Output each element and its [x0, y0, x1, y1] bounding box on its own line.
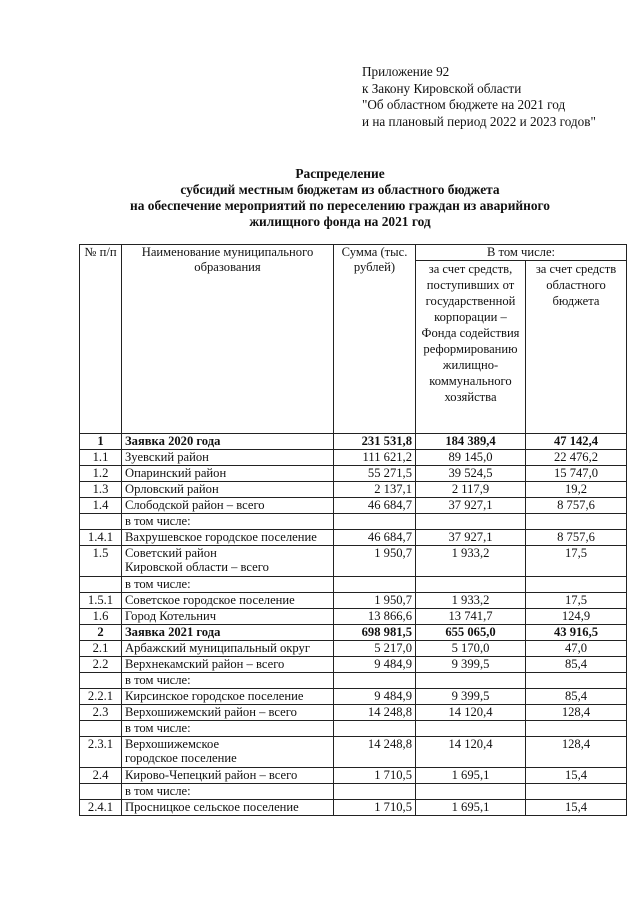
row-name-cell: в том числе: — [122, 672, 334, 688]
row-name-cell: Город Котельнич — [122, 608, 334, 624]
appendix-line: и на плановый период 2022 и 2023 годов" — [362, 113, 596, 129]
row-name-cell: Кирово-Чепецкий район – всего — [122, 767, 334, 783]
table-row — [80, 449, 627, 465]
title-line: субсидий местным бюджетам из областного бюджета — [180, 182, 500, 197]
row-fund-cell — [416, 672, 526, 688]
row-regional-cell: 17,5 — [526, 545, 627, 576]
row-num-cell — [80, 783, 122, 799]
header-sum: Сумма (тыс. рублей) — [334, 245, 416, 434]
row-name-cell: в том числе: — [122, 576, 334, 592]
row-sum-cell: 1 950,7 — [334, 592, 416, 608]
table-row — [80, 799, 627, 815]
table-row — [80, 688, 627, 704]
row-regional-cell: 15,4 — [526, 767, 627, 783]
table-row — [80, 608, 627, 624]
row-sum-cell — [334, 576, 416, 592]
row-name-cell: Вахрушевское городское поселение — [122, 529, 334, 545]
table-body — [80, 433, 627, 815]
row-num-cell: 1.5.1 — [80, 592, 122, 608]
row-name-cell: Советское городское поселение — [122, 592, 334, 608]
row-num-cell: 1.4 — [80, 497, 122, 513]
row-regional-cell: 8 757,6 — [526, 529, 627, 545]
title-line: Распределение — [295, 166, 385, 181]
row-sum-cell: 5 217,0 — [334, 640, 416, 656]
subsidy-table — [79, 244, 627, 816]
row-fund-cell: 1 933,2 — [416, 545, 526, 576]
row-name-cell: Кирсинское городское поселение — [122, 688, 334, 704]
row-num-cell: 1 — [80, 433, 122, 449]
row-num-cell: 2.2.1 — [80, 688, 122, 704]
row-regional-cell: 85,4 — [526, 656, 627, 672]
row-fund-cell: 1 933,2 — [416, 592, 526, 608]
row-sum-cell: 14 248,8 — [334, 704, 416, 720]
row-fund-cell: 37 927,1 — [416, 497, 526, 513]
table-row — [80, 545, 627, 576]
row-fund-cell: 9 399,5 — [416, 688, 526, 704]
row-fund-cell — [416, 576, 526, 592]
row-sum-cell — [334, 513, 416, 529]
row-fund-cell: 1 695,1 — [416, 767, 526, 783]
table-row — [80, 672, 627, 688]
document-title — [40, 166, 640, 230]
table-row — [80, 481, 627, 497]
row-name-cell: в том числе: — [122, 720, 334, 736]
row-regional-cell: 85,4 — [526, 688, 627, 704]
table-row — [80, 783, 627, 799]
row-num-cell: 2 — [80, 624, 122, 640]
row-sum-cell: 1 950,7 — [334, 545, 416, 576]
row-regional-cell — [526, 783, 627, 799]
row-num-cell: 1.1 — [80, 449, 122, 465]
header-fund: за счет средств, поступивших от государственной корпорации – Фонда содействия реформированию жилищно-коммунального хозяйства — [416, 260, 526, 433]
row-sum-cell — [334, 672, 416, 688]
row-fund-cell: 655 065,0 — [416, 624, 526, 640]
row-regional-cell — [526, 576, 627, 592]
title-line: жилищного фонда на 2021 год — [249, 214, 431, 229]
row-num-cell: 1.5 — [80, 545, 122, 576]
row-fund-cell: 184 389,4 — [416, 433, 526, 449]
table-row — [80, 497, 627, 513]
row-fund-cell — [416, 783, 526, 799]
row-fund-cell — [416, 513, 526, 529]
row-fund-cell: 89 145,0 — [416, 449, 526, 465]
row-fund-cell: 1 695,1 — [416, 799, 526, 815]
header-name: Наименование муниципального образования — [122, 245, 334, 434]
table-row — [80, 576, 627, 592]
row-regional-cell — [526, 720, 627, 736]
header-num: № п/п — [80, 245, 122, 434]
row-regional-cell: 124,9 — [526, 608, 627, 624]
row-num-cell — [80, 576, 122, 592]
row-regional-cell: 15,4 — [526, 799, 627, 815]
row-fund-cell: 9 399,5 — [416, 656, 526, 672]
row-sum-cell — [334, 783, 416, 799]
row-num-cell: 1.3 — [80, 481, 122, 497]
row-sum-cell: 698 981,5 — [334, 624, 416, 640]
row-name-cell: в том числе: — [122, 513, 334, 529]
row-sum-cell: 1 710,5 — [334, 767, 416, 783]
table-row — [80, 704, 627, 720]
row-num-cell: 2.4 — [80, 767, 122, 783]
row-num-cell: 1.6 — [80, 608, 122, 624]
appendix-line: "Об областном бюджете на 2021 год — [362, 97, 566, 112]
row-name-cell: в том числе: — [122, 783, 334, 799]
row-name-cell: Слободской район – всего — [122, 497, 334, 513]
table-row — [80, 624, 627, 640]
row-sum-cell: 46 684,7 — [334, 529, 416, 545]
row-sum-cell — [334, 720, 416, 736]
row-sum-cell: 1 710,5 — [334, 799, 416, 815]
row-fund-cell: 5 170,0 — [416, 640, 526, 656]
row-sum-cell: 46 684,7 — [334, 497, 416, 513]
table-row — [80, 736, 627, 767]
row-regional-cell: 19,2 — [526, 481, 627, 497]
row-num-cell — [80, 672, 122, 688]
row-regional-cell: 128,4 — [526, 736, 627, 767]
row-name-cell: Просницкое сельское поселение — [122, 799, 334, 815]
table-row — [80, 433, 627, 449]
appendix-block — [362, 64, 596, 130]
row-fund-cell: 37 927,1 — [416, 529, 526, 545]
header-regional: за счет средств областного бюджета — [526, 260, 627, 433]
row-name-cell: Орловский район — [122, 481, 334, 497]
row-name-cell: Верхнекамский район – всего — [122, 656, 334, 672]
header-including: В том числе: — [416, 245, 627, 261]
row-name-cell: Заявка 2020 года — [122, 433, 334, 449]
row-regional-cell — [526, 513, 627, 529]
row-name-cell: Арбажский муниципальный округ — [122, 640, 334, 656]
row-num-cell: 2.3 — [80, 704, 122, 720]
table-row — [80, 465, 627, 481]
table-row — [80, 513, 627, 529]
row-sum-cell: 55 271,5 — [334, 465, 416, 481]
table-row — [80, 592, 627, 608]
row-sum-cell: 9 484,9 — [334, 688, 416, 704]
row-sum-cell: 13 866,6 — [334, 608, 416, 624]
row-num-cell: 2.4.1 — [80, 799, 122, 815]
row-num-cell: 1.4.1 — [80, 529, 122, 545]
row-name-cell: Опаринский район — [122, 465, 334, 481]
table-row — [80, 767, 627, 783]
row-regional-cell: 128,4 — [526, 704, 627, 720]
title-line: на обеспечение мероприятий по переселению граждан из аварийного — [130, 198, 550, 213]
row-num-cell: 2.3.1 — [80, 736, 122, 767]
table-row — [80, 640, 627, 656]
row-regional-cell — [526, 672, 627, 688]
row-sum-cell: 14 248,8 — [334, 736, 416, 767]
row-name-cell: Советский район Кировской области – всего — [122, 545, 334, 576]
row-name-cell: Заявка 2021 года — [122, 624, 334, 640]
row-regional-cell: 47 142,4 — [526, 433, 627, 449]
row-regional-cell: 22 476,2 — [526, 449, 627, 465]
row-regional-cell: 17,5 — [526, 592, 627, 608]
row-sum-cell: 2 137,1 — [334, 481, 416, 497]
row-fund-cell: 14 120,4 — [416, 736, 526, 767]
appendix-line: Приложение 92 — [362, 64, 450, 79]
row-fund-cell: 2 117,9 — [416, 481, 526, 497]
row-sum-cell: 231 531,8 — [334, 433, 416, 449]
row-regional-cell: 47,0 — [526, 640, 627, 656]
row-regional-cell: 43 916,5 — [526, 624, 627, 640]
row-sum-cell: 9 484,9 — [334, 656, 416, 672]
row-regional-cell: 8 757,6 — [526, 497, 627, 513]
row-sum-cell: 111 621,2 — [334, 449, 416, 465]
row-num-cell: 1.2 — [80, 465, 122, 481]
row-name-cell: Верхошижемский район – всего — [122, 704, 334, 720]
row-fund-cell: 14 120,4 — [416, 704, 526, 720]
row-name-cell: Верхошижемское городское поселение — [122, 736, 334, 767]
table-row — [80, 720, 627, 736]
appendix-line: к Закону Кировской области — [362, 80, 522, 96]
row-fund-cell — [416, 720, 526, 736]
row-num-cell — [80, 513, 122, 529]
row-fund-cell: 13 741,7 — [416, 608, 526, 624]
row-name-cell: Зуевский район — [122, 449, 334, 465]
row-num-cell: 2.2 — [80, 656, 122, 672]
row-regional-cell: 15 747,0 — [526, 465, 627, 481]
row-num-cell: 2.1 — [80, 640, 122, 656]
row-fund-cell: 39 524,5 — [416, 465, 526, 481]
row-num-cell — [80, 720, 122, 736]
table-row — [80, 656, 627, 672]
table-row — [80, 529, 627, 545]
